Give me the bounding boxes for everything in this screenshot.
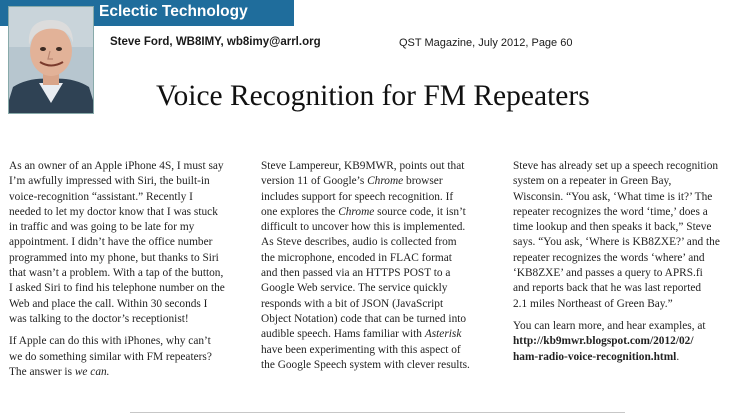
text-line: You can learn more, and hear examples, at: [513, 319, 706, 332]
text-line: system on a repeater in Green Bay,: [513, 175, 672, 188]
text-line: [261, 174, 507, 189]
text-run: source code, it isn’t: [374, 205, 466, 218]
emphasis: Chrome: [338, 205, 375, 218]
emphasis: Chrome: [367, 175, 404, 188]
text-line: in traffic and was going to be late for my: [9, 221, 195, 234]
text-line: I asked Siri to find his telephone number on the: [9, 282, 225, 295]
text-run: browser: [403, 175, 443, 188]
text-line: [261, 327, 507, 342]
text-line: voice-recognition “assistant.” Recently I: [9, 190, 193, 203]
emphasis: Asterisk: [424, 328, 462, 341]
paragraph: [513, 319, 749, 365]
text-line: the microphone, encoded in FLAC format: [261, 251, 452, 264]
article-column-1: [9, 159, 249, 387]
text-line: As Steve describes, audio is collected from: [261, 236, 457, 249]
url-link[interactable]: ham-radio-voice-recognition.html: [513, 350, 677, 363]
text-line: [9, 365, 249, 380]
text-line: Google Web service. The service quickly: [261, 282, 448, 295]
text-line: the Google Speech system with clever results.: [261, 358, 470, 371]
text-line: ‘KB8ZXE’ and passes a query to APRS.fi: [513, 267, 703, 280]
text-run: The answer is: [9, 365, 75, 378]
text-line: was talking to the doctor’s receptionist!: [9, 312, 189, 325]
paragraph: [513, 159, 749, 312]
text-line: Web and place the call. Within 30 seconds I: [9, 297, 208, 310]
publication-info: QST Magazine, July 2012, Page 60: [399, 37, 573, 49]
text-line: Object Notation) code that can be turned into: [261, 312, 467, 325]
text-line: and reports back that he was last reported: [513, 282, 702, 295]
footer-divider: [130, 412, 625, 413]
text-line: needed to let my doctor know that I was stuck: [9, 205, 218, 218]
text-line: we do something similar with FM repeaters?: [9, 350, 212, 363]
text-line: time lookup and then speaks it back,” Steve: [513, 221, 712, 234]
text-line: includes support for speech recognition. If: [261, 190, 454, 203]
text-line: repeater recognizes the word ‘time,’ does a: [513, 205, 708, 218]
text-line: that wasn’t a problem. With a tap of the button,: [9, 267, 224, 280]
text-run: .: [676, 350, 680, 363]
column-name: Eclectic Technology: [99, 3, 248, 20]
article-column-3: [513, 159, 749, 372]
text-line: As an owner of an Apple iPhone 4S, I must say: [9, 160, 224, 172]
text-line: Steve has already set up a speech recognition: [513, 160, 719, 172]
text-line: programmed into my phone, but thanks to Siri: [9, 251, 219, 264]
author-photo: [8, 6, 94, 114]
emphasis: we can.: [74, 365, 110, 378]
text-line: appointment. I didn’t have the office number: [9, 236, 213, 249]
text-line: difficult to uncover how this is implemented.: [261, 221, 466, 234]
text-line: [513, 350, 749, 365]
text-line: I’m awfully impressed with Siri, the built-in: [9, 175, 210, 188]
text-line: have been experimenting with this aspect of: [261, 343, 461, 356]
paragraph: [261, 159, 507, 373]
text-run: one explores the: [261, 205, 339, 218]
paragraph: [9, 334, 249, 380]
text-run: audible speech. Hams familiar with: [261, 328, 425, 341]
article-column-2: [261, 159, 507, 380]
text-line: If Apple can do this with iPhones, why can’t: [9, 335, 211, 348]
url-link[interactable]: http://kb9mwr.blogspot.com/2012/02/: [513, 335, 694, 348]
text-run: version 11 of Google’s: [261, 175, 368, 188]
text-line: [261, 205, 507, 220]
text-line: responds with a bit of JSON (JavaScript: [261, 297, 444, 310]
article-title: Voice Recognition for FM Repeaters: [156, 80, 590, 112]
text-line: says. “You ask, ‘Where is KB8ZXE?’ and the: [513, 236, 720, 249]
author-byline: Steve Ford, WB8IMY, wb8imy@arrl.org: [110, 36, 321, 48]
text-line: 2.1 miles Northeast of Green Bay.”: [513, 297, 673, 310]
paragraph: [9, 159, 249, 327]
text-line: Wisconsin. “You ask, ‘What time is it?’ The: [513, 190, 713, 203]
text-line: Steve Lampereur, KB9MWR, points out that: [261, 160, 465, 172]
text-line: repeater recognizes the words ‘where’ and: [513, 251, 705, 264]
text-line: and then passed via an HTTPS POST to a: [261, 267, 451, 280]
